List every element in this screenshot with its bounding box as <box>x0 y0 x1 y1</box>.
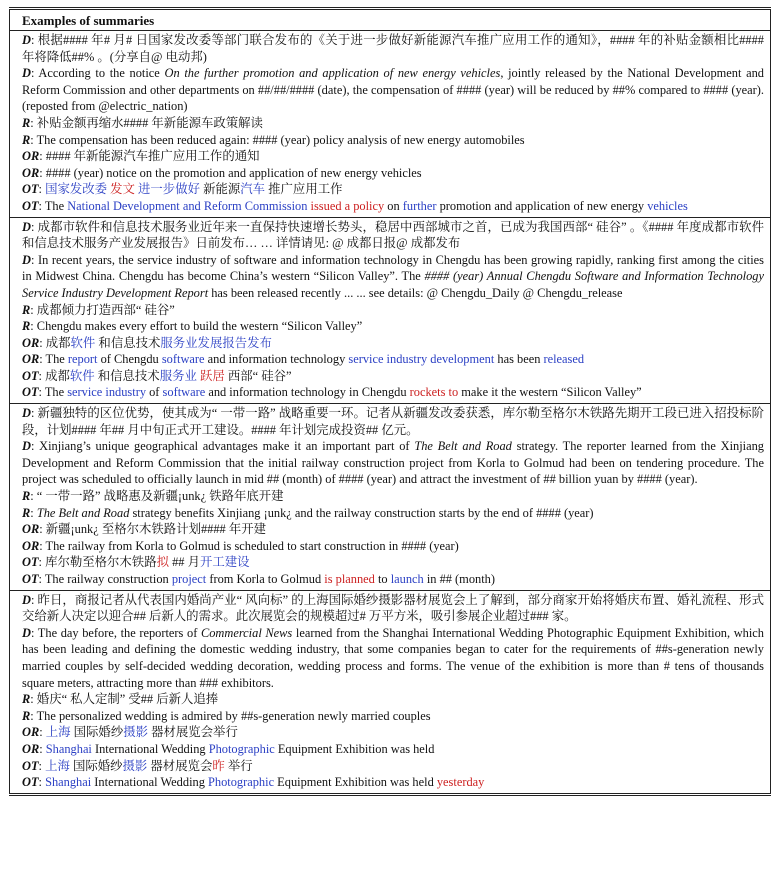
line-text: ## 月 <box>168 555 200 570</box>
line-text: : 婚庆“ 私人定制” 受## 后新人追捧 <box>30 692 219 707</box>
copied-token: released <box>543 352 585 367</box>
output-or-zh <box>22 521 764 538</box>
line-text: has been released recently ... ... see details: @ Chengdu_Daily @ Chengdu_release <box>208 285 623 300</box>
line-text: of <box>146 385 163 400</box>
bottom-rule <box>9 793 771 796</box>
line-text: : In recent years, the service industry of software and information technology in Chengdu has been growing rapidly, ranking first among the cities in Midwest China. Chengdu has become China’s western “Silicon Valley”. The <box>22 252 764 284</box>
copied-token: 进一步做好 <box>138 182 200 197</box>
copied-token: 服务业 <box>159 368 197 383</box>
line-text: The Belt and Road <box>414 439 512 454</box>
line-text: : <box>38 775 46 790</box>
output-or-zh <box>22 148 764 165</box>
reference-en <box>22 708 764 725</box>
d-label: D <box>22 592 31 607</box>
line-text: : <box>39 741 46 756</box>
line-text: : The personalized wedding is admired by ##s-generation newly married couples <box>30 708 431 723</box>
r-label: R <box>22 708 31 723</box>
copied-token: National Development and Reform Commission <box>67 198 308 213</box>
copied-token: Shanghai <box>45 741 92 756</box>
r-label: R <box>22 302 31 317</box>
line-text: 器材展览会 <box>147 758 213 773</box>
generated-token: is planned <box>324 572 375 586</box>
line-text: from Korla to Golmud <box>206 572 325 586</box>
output-or-en <box>22 741 764 758</box>
line-text: make it the western “Silicon Valley” <box>458 385 642 400</box>
example-block <box>9 404 771 590</box>
ot-label: OT <box>22 182 39 197</box>
document-zh <box>22 219 764 252</box>
document-en <box>22 65 764 115</box>
output-ot-en <box>22 198 764 215</box>
example-block <box>9 218 771 404</box>
r-label: R <box>22 505 31 520</box>
reference-zh <box>22 691 764 708</box>
line-text: 国际婚纱 <box>69 758 123 773</box>
reference-zh <box>22 302 764 319</box>
output-ot-en <box>22 384 764 401</box>
generated-token: yesterday <box>436 775 485 790</box>
output-ot-zh <box>22 554 764 571</box>
line-text: 西部“ 硅谷” <box>224 368 292 383</box>
document-zh <box>22 32 764 65</box>
line-text: strategy. The reporter learned from the Xinjiang Development and Reform Commission that the initial railway construction project from Korla to Golmud had been on tendering procedure. The project was scheduled to officially launch in mid ## (month) of #### (year) and attract the investment of ## billion yuan by #### (year). <box>22 439 764 487</box>
reference-zh <box>22 115 764 132</box>
line-text: : 库尔勒至格尔木铁路 <box>38 555 157 570</box>
r-label: R <box>22 489 31 504</box>
copied-token: report <box>67 352 98 367</box>
output-or-en <box>22 165 764 182</box>
copied-token: 国家发改委 <box>45 182 108 197</box>
output-or-zh <box>22 335 764 352</box>
line-text: strategy benefits Xinjiang ¡unk¿ and the railway construction starts by the end of #### (year) <box>129 505 594 520</box>
examples-body <box>9 31 771 793</box>
reference-en <box>22 505 764 522</box>
line-text: : The <box>38 385 68 400</box>
ot-label: OT <box>22 775 39 790</box>
line-text: : “ 一带一路” 战略惠及新疆¡unk¿ 铁路年底开建 <box>30 489 284 504</box>
copied-token: software <box>161 352 205 367</box>
line-text: : 成都 <box>38 368 70 383</box>
line-text: : The <box>38 198 68 213</box>
line-text: and information technology <box>204 352 349 367</box>
line-text: : 新疆¡unk¿ 至格尔木铁路计划#### 年开建 <box>39 522 267 537</box>
line-text: 国际婚纱 <box>70 725 124 740</box>
output-ot-en <box>22 774 764 791</box>
output-or-zh <box>22 724 764 741</box>
line-text: 和信息技术 <box>95 335 161 350</box>
line-text: promotion and application of new energy <box>436 198 648 213</box>
or-label: OR <box>22 352 40 367</box>
line-text: : 昨日，商报记者从代表国内婚尚产业“ 风向标” 的上海国际婚纱摄影器材展览会上了解到，部分商家开始将婚庆布置、婚礼流程、形式交给新人决定以迎合## 后新人的需求。此次展览会的规模超过# 万平方米，吸引参展企业超过### 家。 <box>22 592 764 624</box>
copied-token: 开工建设 <box>199 555 250 570</box>
reference-en <box>22 132 764 149</box>
summaries-table <box>9 7 771 857</box>
or-label: OR <box>22 725 40 740</box>
ot-label: OT <box>22 368 39 383</box>
line-text: : 新疆独特的区位优势，使其成为“ 一带一路” 战略重要一环。记者从新疆发改委获悉，库尔勒至格尔木铁路先期开工段已进入招投标阶段，计划#### 年## 月中旬正式开工建设。#### 年计划完成投资## 亿元。 <box>22 406 764 437</box>
r-label: R <box>22 319 31 334</box>
ot-label: OT <box>22 385 39 400</box>
line-text: #### (year) Annual Chengdu Software and Information Technology Service Industry Development Report <box>22 269 764 300</box>
line-text: : The compensation has been reduced again: #### (year) policy analysis of new energy automobiles <box>30 132 525 147</box>
copied-token: 软件 <box>70 335 96 350</box>
line-text: Commercial News <box>200 625 293 640</box>
document-zh <box>22 405 764 438</box>
d-label: D <box>22 406 31 421</box>
copied-token: service industry development <box>348 352 495 367</box>
r-label: R <box>22 692 31 707</box>
line-text: of Chengdu <box>97 352 162 367</box>
copied-token: 摄影 <box>122 758 148 773</box>
copied-token: 摄影 <box>123 725 148 740</box>
or-label: OR <box>22 522 40 537</box>
copied-token: project <box>171 572 207 586</box>
line-text: : <box>30 505 37 520</box>
line-text: : <box>39 725 46 740</box>
line-text: : The railway construction <box>38 572 172 586</box>
line-text: : <box>38 758 46 773</box>
line-text: to <box>374 572 391 586</box>
document-en <box>22 625 764 691</box>
line-text: : 成都倾力打造西部“ 硅谷” <box>30 302 175 317</box>
generated-token: 拟 <box>156 555 169 570</box>
line-text: learned from the Shanghai International Wedding Photographic Equipment Exhibition, which has been leading and defining the domestic wedding industry, that some companies began to cater for the requirements of ##s-generation newly married couples by self-decided wedding decoration, wedding process and forms. The venue of the exhibition is more than # tens of thousands square meters, attracting more than ### exhibitors. <box>22 625 764 690</box>
table-header: Examples of summaries <box>9 10 771 30</box>
reference-zh <box>22 488 764 505</box>
d-label: D <box>22 252 31 267</box>
line-text: and information technology in Chengdu <box>205 385 410 400</box>
line-text: : 根据#### 年# 月# 日国家发改委等部门联合发布的《关于进一步做好新能源汽车推广应用工作的通知》，#### 年的补贴金额相比#### 年将降低##% 。(分享自@ 电动邦) <box>22 33 764 64</box>
ot-label: OT <box>22 555 39 570</box>
line-text: : 成都市软件和信息技术服务业近年来一直保持快速增长势头，稳居中西部城市之首，已成为我国西部“ 硅谷” 。《#### 年度成都市软件和信息技术服务产业发展报告》日前发布… … 详情请见: @ 成都日报@ 成都发布 <box>22 219 764 251</box>
copied-token: Photographic <box>208 741 275 756</box>
output-ot-zh <box>22 368 764 385</box>
line-text: : 成都 <box>39 335 71 350</box>
line-text: The Belt and Road <box>36 505 130 520</box>
line-text: International Wedding <box>91 741 209 756</box>
output-or-en <box>22 538 764 555</box>
copied-token: 汽车 <box>240 182 266 197</box>
copied-token: Photographic <box>208 775 275 790</box>
copied-token: vehicles <box>647 198 688 213</box>
copied-token: 上海 <box>45 725 71 740</box>
document-zh <box>22 592 764 625</box>
line-text: : The day before, the reporters of <box>30 625 201 640</box>
line-text: 推广应用工作 <box>265 182 343 197</box>
or-label: OR <box>22 165 40 180</box>
line-text: on <box>384 198 403 213</box>
line-text: Equipment Exhibition was held <box>274 741 435 756</box>
line-text: 新能源 <box>199 182 241 197</box>
generated-token: rockets to <box>409 385 459 400</box>
generated-token: 发文 <box>110 182 135 197</box>
output-ot-zh <box>22 181 764 198</box>
line-text: 举行 <box>224 758 253 773</box>
or-label: OR <box>22 149 40 164</box>
line-text: 器材展览会举行 <box>148 725 238 740</box>
generated-token: issued a policy <box>310 198 385 213</box>
copied-token: launch <box>390 572 424 586</box>
d-label: D <box>22 219 31 234</box>
or-label: OR <box>22 335 40 350</box>
output-ot-zh <box>22 758 764 775</box>
d-label: D <box>22 66 31 81</box>
ot-label: OT <box>22 198 39 213</box>
generated-token: 跃居 <box>199 368 225 383</box>
document-en <box>22 252 764 302</box>
copied-token: 上海 <box>45 758 70 773</box>
example-block <box>9 591 771 793</box>
generated-token: 昨 <box>212 758 225 773</box>
ot-label: OT <box>22 572 39 586</box>
line-text: Equipment Exhibition was held <box>274 775 437 790</box>
line-text: On the further promotion and application of new energy vehicles <box>164 66 501 81</box>
d-label: D <box>22 625 31 640</box>
line-text: : 补贴金额再缩水#### 年新能源车政策解读 <box>30 115 263 130</box>
line-text: : #### 年新能源汽车推广应用工作的通知 <box>39 149 260 164</box>
reference-en <box>22 318 764 335</box>
line-text: has been <box>494 352 544 367</box>
d-label: D <box>22 33 31 47</box>
line-text: : Chengdu makes every effort to build the western “Silicon Valley” <box>30 319 363 334</box>
output-ot-en <box>22 571 764 588</box>
copied-token: service industry <box>67 385 147 400</box>
example-block <box>9 31 771 217</box>
line-text: in ## (month) <box>423 572 495 586</box>
or-label: OR <box>22 538 40 553</box>
or-label: OR <box>22 741 40 756</box>
copied-token: Shanghai <box>45 775 92 790</box>
line-text: : The <box>39 352 68 367</box>
line-text: : #### (year) notice on the promotion and application of new energy vehicles <box>39 165 422 180</box>
d-label: D <box>22 439 31 454</box>
line-text: : Xinjiang’s unique geographical advantages make it an important part of <box>30 439 415 454</box>
line-text: : <box>38 182 46 197</box>
line-text: : According to the notice <box>30 66 165 81</box>
output-or-en <box>22 351 764 368</box>
copied-token: 服务业发展报告发布 <box>160 335 272 350</box>
r-label: R <box>22 115 31 130</box>
line-text: International Wedding <box>91 775 208 790</box>
copied-token: 软件 <box>69 368 95 383</box>
line-text: , jointly released by the National Development and Reform Commission and other departments on ##/##/#### (date), the compensation of #### (year) will be reduced by ##% compared to #### (year). (reposted from @electric_nation) <box>22 66 764 114</box>
r-label: R <box>22 132 31 147</box>
document-en <box>22 438 764 488</box>
copied-token: software <box>162 385 206 400</box>
line-text: 和信息技术 <box>94 368 160 383</box>
copied-token: further <box>402 198 437 213</box>
ot-label: OT <box>22 758 39 773</box>
line-text: : The railway from Korla to Golmud is scheduled to start construction in #### (year) <box>39 538 459 553</box>
